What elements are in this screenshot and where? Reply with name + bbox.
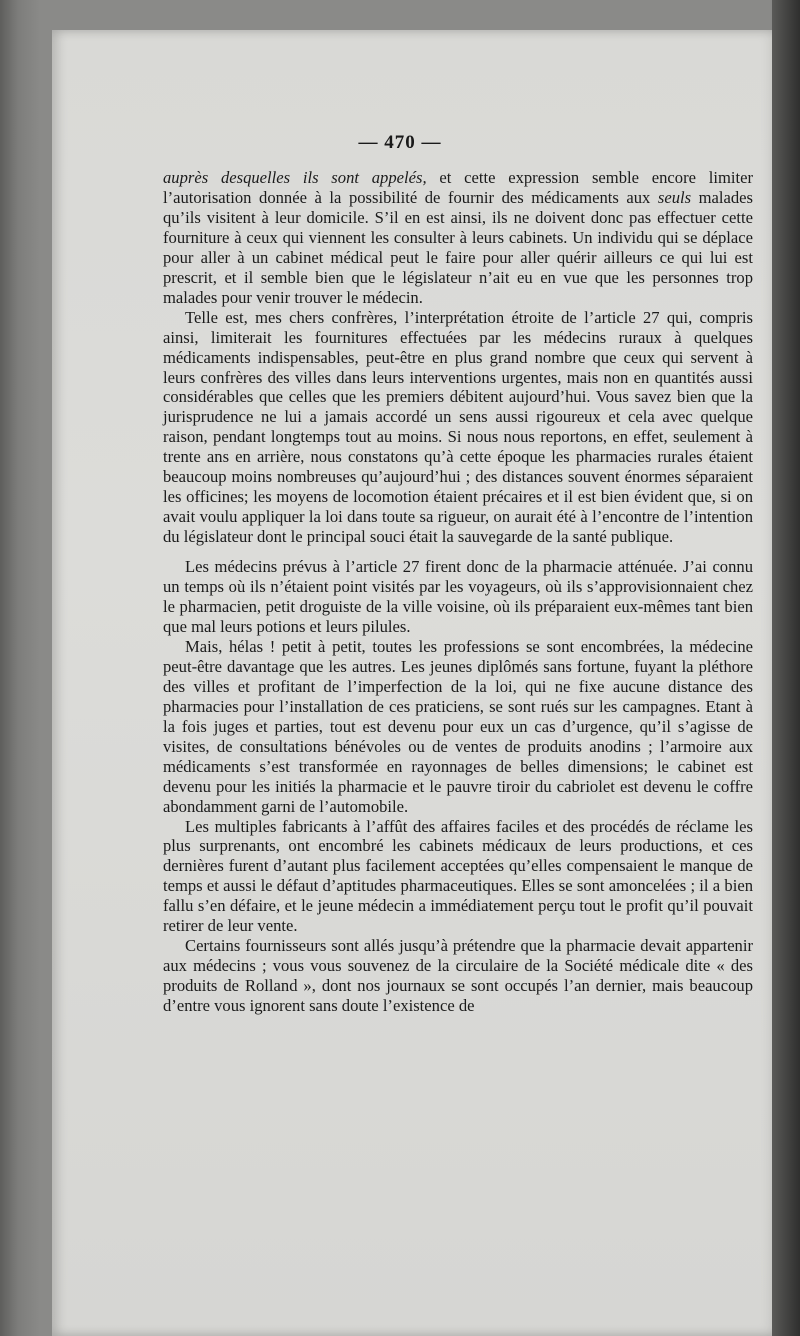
paragraph-3: Les médecins prévus à l’article 27 firent donc de la pharmacie atténuée. J’ai connu un temps où ils n’étaient point visités par les voyageurs, où ils s’approvisionnaient chez le pharmacien, petit droguiste de la ville voisine, où ils préparaient eux-mêmes tant bien que mal leurs potions et leurs pilules.	[163, 557, 753, 636]
paragraph-1-text-b: malades qu’ils visitent à leur domicile. S’il en est ainsi, ils ne doivent donc pas effectuer cette fourniture à ceux qui viennent les consulter à leurs cabinets. Un individu qui se déplace pour aller à un cabinet médical peut le faire pour aller quérir ailleurs ce qui lui est prescrit, et il semble bien que le législateur n’ait eu en vue que les personnes trop malades pour venir trouver le médecin.	[163, 187, 753, 307]
paragraph-5: Les multiples fabricants à l’affût des affaires faciles et des procédés de réclame les plus surprenants, ont encombré les cabinets médicaux de leurs productions, et ces dernières furent d’autant plus facilement acceptées qu’elles compensaient le manque de temps et aussi le défaut d’aptitudes pharmaceutiques. Elles se sont amoncelées ; il a bien fallu s’en défaire, et le jeune médecin a immédiatement perçu tout le profit qu’il pouvait retirer de leur vente.	[163, 816, 753, 936]
page-number: — 470 —	[358, 132, 442, 153]
paragraph-2: Telle est, mes chers confrères, l’interprétation étroite de l’article 27 qui, compris ainsi, limiterait les fournitures effectuées par les médecins ruraux à quelques médicaments indispensables, peut-être en plus grand nombre que ceux qui servent à leurs confrères des villes dans leurs interventions urgentes, mais non en quantités aussi considérables que celles que les premiers débitent aujourd’hui. Vous savez bien que la jurisprudence ne lui a jamais accordé un sens aussi rigoureux et cela avec quelque raison, pendant longtemps tout au moins. Si nous nous reportons, en effet, seulement à trente ans en arrière, nous constatons qu’à cette époque les pharmacies rurales étaient beaucoup moins nombreuses qu’aujourd’hui ; des distances souvent énormes séparaient les officines; les moyens de locomotion étaient précaires et il est bien évident que, si on avait voulu appliquer la loi dans toute sa rigueur, on aurait été à l’encontre de l’intention du législateur dont le principal souci était la sauvegarde de la santé publique.	[163, 307, 753, 547]
italic-word: seuls	[657, 187, 692, 207]
paragraph-4: Mais, hélas ! petit à petit, toutes les professions se sont encombrées, la médecine peut-être davantage que les autres. Les jeunes diplômés sans fortune, fuyant la pléthore des villes et profitant de l’imperfection de la loi, qui ne fixe aucune distance des pharmacies pour l’installation de ces praticiens, se sont rués sur les campagnes. Etant à la fois juges et parties, tout est devenu pour eux un cas d’urgence, qu’il s’agisse de visites, de consultations bénévoles ou de ventes de produits anodins ; l’armoire aux médicaments s’est transformée en rayonnages de belles dimensions; le cabinet est devenu pour les initiés la pharmacie et le pauvre tiroir du cabriolet est devenu le coffre abondamment garni de l’automobile.	[163, 636, 753, 816]
body-text	[163, 168, 753, 1016]
paragraph-1-text-a: et cette expression semble encore limiter l’autorisation donnée à la possibilité de fournir des médicaments aux	[163, 168, 753, 207]
italic-lead: auprès desquelles ils sont appelés,	[163, 168, 427, 187]
paragraph-1	[163, 168, 753, 308]
page-edge-shadow	[772, 0, 800, 1336]
paragraph-6: Certains fournisseurs sont allés jusqu’à prétendre que la pharmacie devait appartenir aux médecins ; vous vous souvenez de la circulaire de la Société médicale dite « des produits de Rolland », dont nos journaux se sont occupés l’an dernier, mais beaucoup d’entre vous ignorent sans doute l’existence de	[163, 936, 753, 1016]
